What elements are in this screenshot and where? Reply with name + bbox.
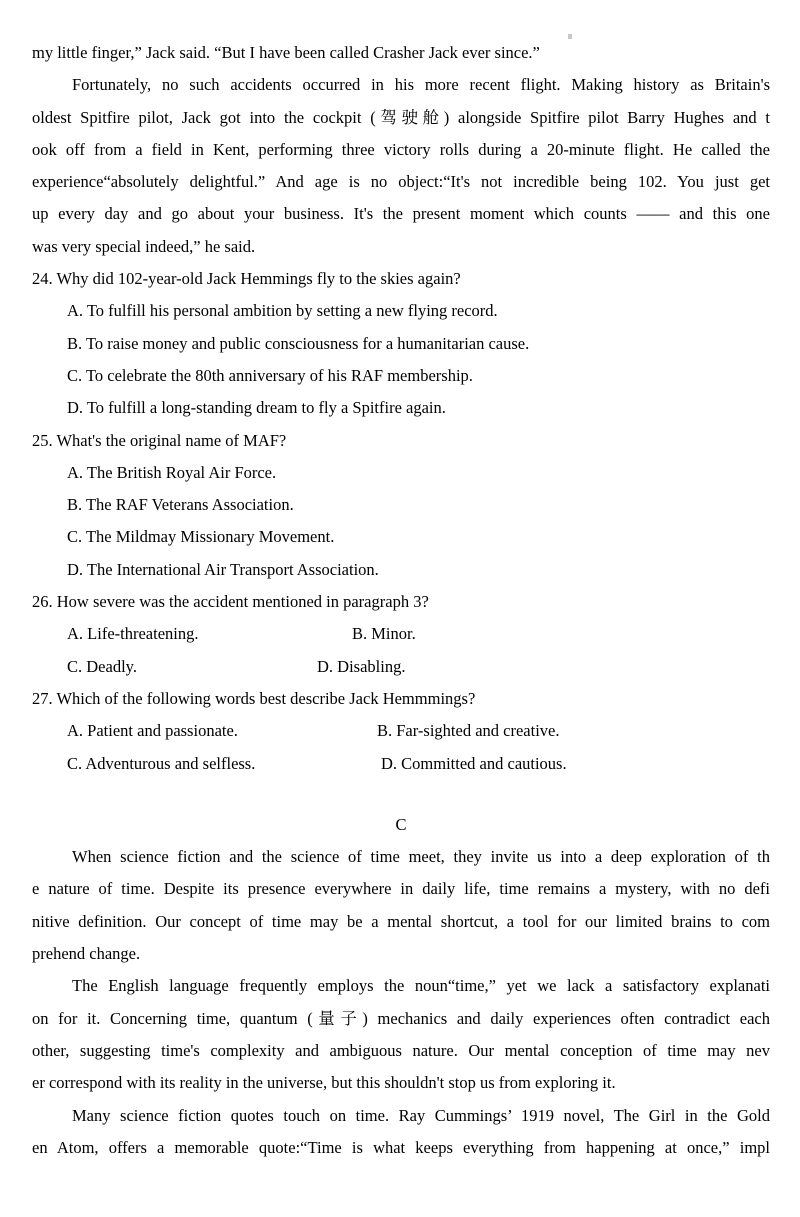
passage-line: up every day and go about your business. It's the present moment which counts —— and this one (32, 204, 770, 224)
scan-artifact-dot (568, 34, 572, 39)
option-c: C. Deadly. (67, 656, 137, 676)
paragraph-line: en Atom, offers a memorable quote:“Time is what keeps everything from happening at once,” impl (32, 1137, 770, 1157)
section-heading: C (395, 814, 407, 834)
option-a: A. Patient and passionate. (67, 721, 238, 741)
option-b: B. Minor. (352, 624, 416, 644)
question-stem: 24. Why did 102-year-old Jack Hemmings fly to the skies again? (32, 269, 461, 289)
option-b: B. The RAF Veterans Association. (67, 495, 294, 515)
question-stem: 27. Which of the following words best describe Jack Hemmmings? (32, 688, 476, 708)
option-a: A. The British Royal Air Force. (67, 462, 277, 482)
paragraph-line: Many science fiction quotes touch on time. Ray Cummings’ 1919 novel, The Girl in the Gold (72, 1105, 770, 1125)
option-d: D. Disabling. (317, 656, 406, 676)
question-27 (32, 683, 770, 780)
passage-c-paragraph-1 (32, 841, 770, 970)
passage-line: ook off from a field in Kent, performing three victory rolls during a 20-minute flight. He called the (32, 139, 770, 159)
passage-c-paragraph-3 (32, 1100, 770, 1165)
paragraph-line: The English language frequently employs the noun“time,” yet we lack a satisfactory explanati (72, 976, 770, 996)
option-d: D. To fulfill a long-standing dream to fly a Spitfire again. (67, 398, 446, 418)
option-c: C. To celebrate the 80th anniversary of his RAF membership. (67, 365, 473, 385)
passage-line: my little finger,” Jack said. “But I have been called Crasher Jack ever since.” (32, 43, 540, 62)
option-c: C. The Mildmay Missionary Movement. (67, 527, 335, 547)
option-d: D. The International Air Transport Association. (67, 559, 379, 579)
question-25 (32, 425, 770, 586)
option-a: A. To fulfill his personal ambition by setting a new flying record. (67, 301, 498, 321)
question-26 (32, 586, 770, 683)
option-c: C. Adventurous and selfless. (67, 753, 256, 773)
passage-line: Fortunately, no such accidents occurred in his more recent flight. Making history as Britain's (72, 75, 770, 95)
question-stem: 26. How severe was the accident mentioned in paragraph 3? (32, 592, 429, 612)
option-b: B. To raise money and public consciousness for a humanitarian cause. (67, 333, 530, 353)
question-stem: 25. What's the original name of MAF? (32, 430, 287, 450)
option-d: D. Committed and cautious. (381, 753, 567, 773)
option-a: A. Life-threatening. (67, 624, 199, 644)
passage-line: was very special indeed,” he said. (32, 236, 256, 256)
paragraph-line: other, suggesting time's complexity and ambiguous nature. Our mental conception of time may nev (32, 1040, 770, 1060)
passage-b-continuation (32, 37, 770, 263)
passage-line: oldest Spitfire pilot, Jack got into the cockpit (驾驶舱) alongside Spitfire pilot Barry Hughes and t (32, 107, 770, 127)
question-24 (32, 263, 770, 424)
passage-line: experience“absolutely delightful.” And age is no object:“It's not incredible being 102. You just get (32, 172, 770, 192)
passage-c-paragraph-2 (32, 970, 770, 1099)
paragraph-line: nitive definition. Our concept of time may be a mental shortcut, a tool for our limited brains to com (32, 911, 770, 931)
paragraph-line: prehend change. (32, 944, 141, 964)
paragraph-line: er correspond with its reality in the universe, but this shouldn't stop us from exploring it. (32, 1073, 616, 1093)
paragraph-line: e nature of time. Despite its presence everywhere in daily life, time remains a mystery, with no defi (32, 879, 770, 899)
paragraph-line: on for it. Concerning time, quantum (量子) mechanics and daily experiences often contradict each (32, 1008, 770, 1028)
paragraph-line: When science fiction and the science of time meet, they invite us into a deep exploration of th (72, 847, 770, 867)
option-b: B. Far-sighted and creative. (377, 721, 560, 741)
